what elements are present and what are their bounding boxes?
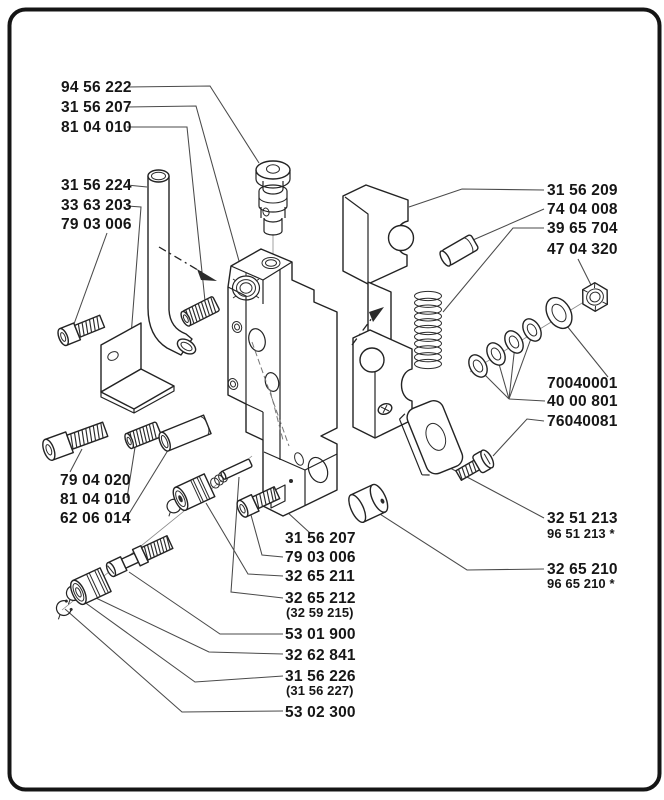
callout-plug: 94 56 222 (61, 79, 132, 96)
callout-pin: 74 04 008 (547, 201, 618, 218)
callout-clip: 53 02 300 (285, 704, 356, 721)
callout-set-screw-bottom: 31 56 207 (285, 530, 356, 547)
callout-sleeve: 62 06 014 (60, 510, 131, 527)
callout-clamp-jaw: 31 56 209 (547, 182, 618, 199)
callout-screw-top-left: 79 03 006 (61, 216, 132, 233)
callout-spring: 39 65 704 (547, 220, 618, 237)
callout-grub-top: 81 04 010 (61, 119, 132, 136)
callout-large-washer: 70040001 (547, 375, 618, 392)
callout-plate-alt: 96 51 213 * (547, 526, 615, 541)
callout-circlip: 31 56 226 (285, 668, 356, 685)
callout-grub-left: 81 04 010 (60, 491, 131, 508)
callout-circlip-alt: (31 56 227) (286, 683, 354, 698)
callout-plate: 32 51 213 (547, 510, 618, 527)
callout-thin-pin-alt: (32 59 215) (286, 605, 354, 620)
callout-screw-bottom: 79 03 006 (285, 549, 356, 566)
callout-slotted-screw: 76040081 (547, 413, 618, 430)
callout-knob: 32 65 210 (547, 561, 618, 578)
callout-bracket: 33 63 203 (61, 197, 132, 214)
callout-shaft-screw: 53 01 900 (285, 626, 356, 643)
callout-piston: 32 65 211 (285, 568, 355, 585)
callout-knob-alt: 96 65 210 * (547, 576, 615, 591)
callout-tube: 31 56 224 (61, 177, 132, 194)
callout-thin-pin: 32 65 212 (285, 590, 356, 607)
callout-grooved-cap: 32 62 841 (285, 647, 356, 664)
callout-nut: 47 04 320 (547, 241, 618, 258)
callout-set-screw-top: 31 56 207 (61, 99, 132, 116)
callout-washers: 40 00 801 (547, 393, 618, 410)
callout-cap-screw-left: 79 04 020 (60, 472, 131, 489)
